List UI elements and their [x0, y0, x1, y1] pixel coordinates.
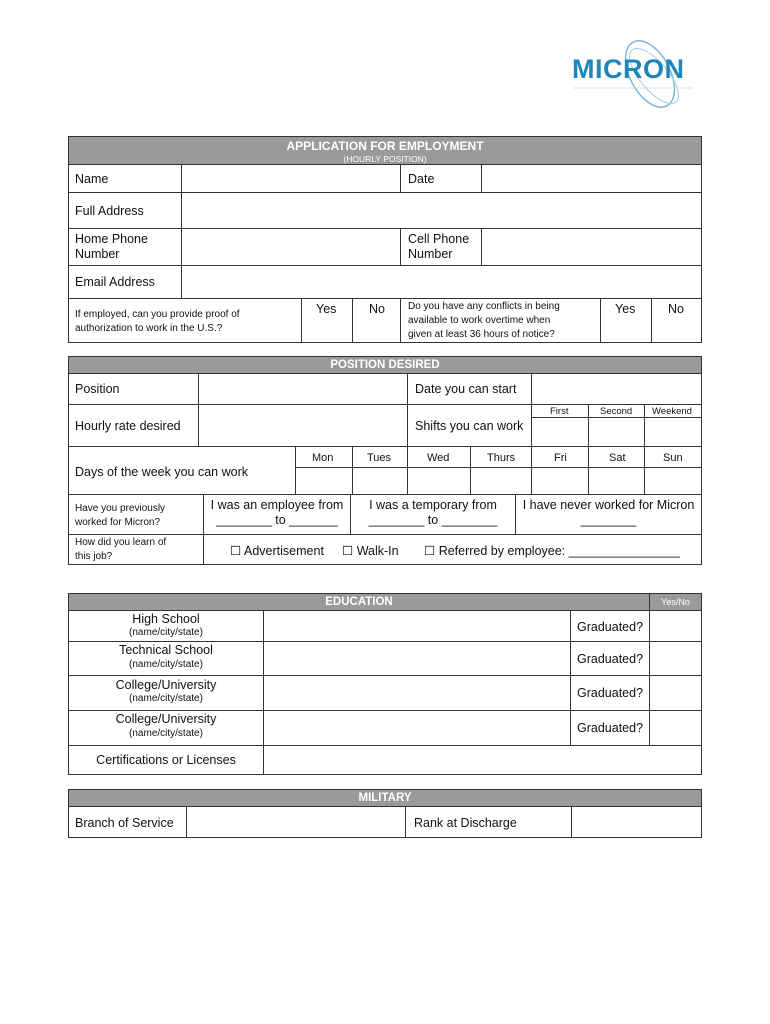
authorization-yes-cell[interactable] — [301, 298, 353, 343]
temporary-from-option[interactable] — [350, 494, 516, 535]
college-1-yes-no-field[interactable] — [649, 675, 702, 711]
application-title: APPLICATION FOR EMPLOYMENT — [286, 139, 484, 153]
never-worked-line: ________ — [580, 513, 637, 527]
application-header — [68, 136, 702, 165]
prev-worked-label-1: Have you previously — [75, 503, 166, 514]
overtime-no-cell[interactable] — [651, 298, 702, 343]
education-title: EDUCATION — [325, 596, 393, 608]
checkbox-icon: ☐ — [424, 544, 436, 558]
shift-weekend[interactable] — [644, 404, 702, 447]
application-subtitle: (HOURLY POSITION) — [343, 154, 427, 164]
email-field[interactable] — [181, 265, 702, 299]
start-date-label: Date you can start — [415, 382, 517, 396]
branch-label: Branch of Service — [75, 816, 174, 830]
prev-worked-label-cell — [68, 494, 204, 535]
certifications-label-cell — [68, 745, 264, 775]
yes-no-label: Yes/No — [661, 597, 690, 607]
employee-to-line: ________ to _______ — [216, 513, 338, 527]
overtime-no-label: No — [668, 302, 684, 316]
date-label: Date — [408, 172, 435, 186]
day-fri[interactable] — [531, 446, 589, 495]
date-field[interactable] — [481, 164, 702, 193]
day-sat-label: Sat — [609, 452, 626, 464]
days-header-divider — [295, 467, 702, 468]
cell-phone-field[interactable] — [481, 228, 702, 266]
technical-school-label-cell — [68, 641, 264, 676]
certifications-label: Certifications or Licenses — [96, 753, 236, 767]
never-worked-label: I have never worked for Micron — [522, 498, 695, 512]
college-2-graduated-cell — [570, 710, 650, 746]
day-mon-label: Mon — [312, 452, 334, 464]
college-1-field[interactable] — [263, 675, 571, 711]
high-school-yes-no-field[interactable] — [649, 610, 702, 642]
college-2-label: College/University — [115, 712, 217, 726]
shift-weekend-label: Weekend — [652, 406, 692, 417]
position-field[interactable] — [198, 373, 408, 405]
day-tues-label: Tues — [367, 452, 392, 464]
certifications-field[interactable] — [263, 745, 702, 775]
walk-in-label: Walk-In — [356, 544, 399, 558]
hourly-rate-field[interactable] — [198, 404, 408, 447]
high-school-graduated-label: Graduated? — [577, 620, 644, 634]
overtime-question-2: available to work overtime when — [408, 315, 551, 326]
checkbox-icon: ☐ — [230, 544, 242, 558]
college-1-graduated-label: Graduated? — [577, 686, 644, 700]
learn-label-1: How did you learn of — [75, 537, 167, 548]
education-header — [68, 593, 650, 611]
rank-label: Rank at Discharge — [414, 816, 517, 830]
college-2-yes-no-field[interactable] — [649, 710, 702, 746]
authorization-no-label: No — [369, 302, 385, 316]
shift-header-divider — [531, 417, 702, 418]
authorization-yes-label: Yes — [316, 302, 337, 316]
full-address-label: Full Address — [75, 204, 144, 218]
referred-checkbox[interactable] — [424, 543, 680, 558]
learn-options-cell — [203, 534, 702, 565]
high-school-label: High School — [132, 612, 200, 626]
temporary-to-line: ________ to ________ — [368, 513, 498, 527]
hourly-rate-label: Hourly rate desired — [75, 419, 181, 433]
micron-logo — [568, 36, 708, 114]
checkbox-icon: ☐ — [342, 544, 354, 558]
home-phone-label-1: Home Phone — [75, 232, 148, 246]
shifts-label: Shifts you can work — [415, 419, 524, 433]
referred-label: Referred by employee: ________________ — [438, 544, 680, 558]
shift-first[interactable] — [531, 404, 589, 447]
days-label: Days of the week you can work — [75, 465, 248, 479]
technical-school-yes-no-field[interactable] — [649, 641, 702, 676]
overtime-question-3: given at least 36 hours of notice? — [408, 329, 555, 340]
days-label-cell — [68, 446, 296, 495]
day-sun[interactable] — [644, 446, 702, 495]
position-title: POSITION DESIRED — [330, 359, 440, 371]
overtime-question-1: Do you have any conflicts in being — [408, 301, 560, 312]
full-address-label-cell — [68, 192, 182, 229]
technical-school-label: Technical School — [119, 643, 213, 657]
home-phone-field[interactable] — [181, 228, 401, 266]
authorization-question-1: If employed, can you provide proof of — [75, 309, 240, 320]
shift-second[interactable] — [588, 404, 645, 447]
high-school-graduated-cell — [570, 610, 650, 642]
walk-in-checkbox[interactable] — [342, 543, 399, 558]
day-wed-label: Wed — [427, 452, 450, 464]
cell-phone-label-2: Number — [408, 247, 453, 261]
name-label: Name — [75, 172, 109, 186]
day-tues[interactable] — [352, 446, 408, 495]
college-1-label-cell — [68, 675, 264, 711]
shift-first-label: First — [550, 406, 569, 417]
military-header — [68, 789, 702, 807]
authorization-question-2: authorization to work in the U.S.? — [75, 323, 223, 334]
position-header — [68, 356, 702, 374]
day-fri-label: Fri — [554, 452, 567, 464]
overtime-question-cell — [400, 298, 601, 343]
hourly-rate-label-cell — [68, 404, 199, 447]
start-date-field[interactable] — [531, 373, 702, 405]
shifts-label-cell — [407, 404, 532, 447]
position-label-cell — [68, 373, 199, 405]
temporary-from-label: I was a temporary from — [369, 498, 497, 512]
technical-school-graduated-cell — [570, 641, 650, 676]
technical-school-sub: (name/city/state) — [129, 659, 203, 670]
overtime-yes-label: Yes — [615, 302, 636, 316]
shift-second-label: Second — [600, 406, 633, 417]
home-phone-label-cell — [68, 228, 182, 266]
prev-worked-label-2: worked for Micron? — [75, 517, 161, 528]
day-sun-label: Sun — [663, 452, 683, 464]
college-2-sub: (name/city/state) — [129, 728, 203, 739]
overtime-yes-cell[interactable] — [600, 298, 652, 343]
day-sat[interactable] — [588, 446, 645, 495]
day-mon[interactable] — [295, 446, 353, 495]
military-title: MILITARY — [358, 792, 412, 804]
day-thurs[interactable] — [470, 446, 532, 495]
date-label-cell — [400, 164, 482, 193]
logo-wordmark: MICRON — [572, 54, 685, 84]
branch-label-cell — [68, 806, 187, 838]
college-1-graduated-cell — [570, 675, 650, 711]
cell-phone-label-1: Cell Phone — [408, 232, 470, 246]
advertisement-checkbox[interactable] — [230, 543, 324, 558]
email-label: Email Address — [75, 275, 155, 289]
college-2-label-cell — [68, 710, 264, 746]
high-school-field[interactable] — [263, 610, 571, 642]
college-2-graduated-label: Graduated? — [577, 721, 644, 735]
rank-label-cell — [405, 806, 572, 838]
technical-school-graduated-label: Graduated? — [577, 652, 644, 666]
never-worked-option[interactable] — [515, 494, 702, 535]
technical-school-field[interactable] — [263, 641, 571, 676]
employee-from-option[interactable] — [203, 494, 351, 535]
learn-label-cell — [68, 534, 204, 565]
day-wed[interactable] — [407, 446, 471, 495]
authorization-no-cell[interactable] — [352, 298, 401, 343]
high-school-label-cell — [68, 610, 264, 642]
email-label-cell — [68, 265, 182, 299]
position-label: Position — [75, 382, 120, 396]
branch-field[interactable] — [186, 806, 406, 838]
authorization-question-cell — [68, 298, 302, 343]
college-1-sub: (name/city/state) — [129, 693, 203, 704]
high-school-sub: (name/city/state) — [129, 627, 203, 638]
full-address-field[interactable] — [181, 192, 702, 229]
cell-phone-label-cell — [400, 228, 482, 266]
college-1-label: College/University — [115, 678, 217, 692]
advertisement-label: Advertisement — [244, 544, 324, 558]
name-label-cell — [68, 164, 182, 193]
name-field[interactable] — [181, 164, 401, 193]
learn-label-2: this job? — [75, 551, 113, 562]
home-phone-label-2: Number — [75, 247, 120, 261]
yes-no-header — [649, 593, 702, 611]
rank-field[interactable] — [571, 806, 702, 838]
day-thurs-label: Thurs — [487, 452, 516, 464]
start-date-label-cell — [407, 373, 532, 405]
college-2-field[interactable] — [263, 710, 571, 746]
employee-from-label: I was an employee from — [210, 498, 344, 512]
